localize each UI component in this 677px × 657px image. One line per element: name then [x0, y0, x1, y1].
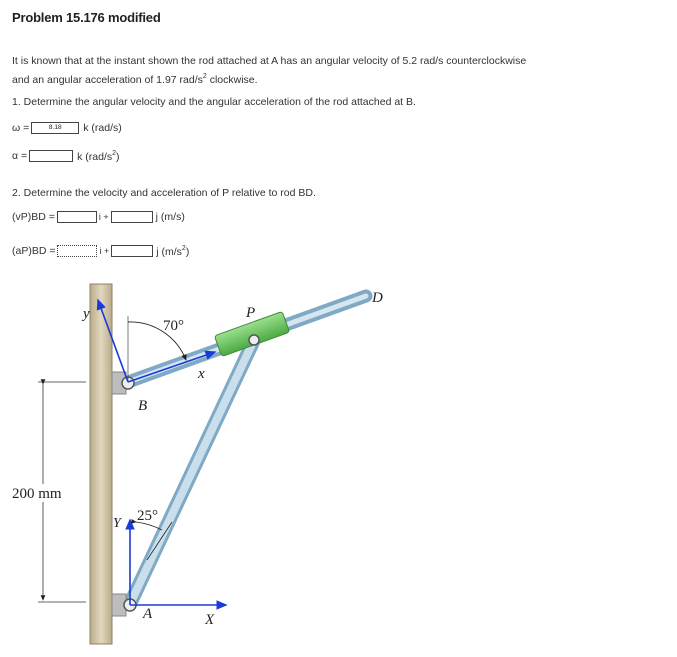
label-p: P [246, 305, 256, 321]
acceleration-unit: j $(m/s^2)$ [156, 244, 190, 258]
acceleration-i-input[interactable] [57, 245, 97, 257]
acceleration-row [12, 244, 189, 258]
question-2: 2. Determine the velocity and acceleration of P relative to rod BD. [12, 187, 316, 199]
label-a: A [143, 606, 153, 622]
label-d: D [372, 290, 383, 306]
alpha-row [12, 149, 120, 163]
problem-statement [12, 53, 526, 88]
pin-p [249, 335, 259, 345]
label-b: B [138, 398, 148, 414]
acceleration-i-unit: i + [99, 246, 110, 256]
statement-line-1: It is known that at the instant shown the rod attached at A has an angular velocity of 5.2 rad/s counterclockwise [12, 55, 527, 67]
omega-input[interactable]: 8.18 [31, 122, 79, 134]
angle-25-label: 25° [137, 508, 158, 524]
omega-unit: k (rad/s) [83, 122, 122, 134]
velocity-row [12, 210, 185, 224]
alpha-unit: k $(rad/s^2)$ [77, 149, 120, 163]
label-big-x: X [205, 612, 215, 628]
acceleration-label: (aP)BD = [12, 245, 56, 257]
label-y: y [83, 306, 90, 322]
velocity-i-unit: i + [98, 212, 109, 222]
statement-line-2: and an angular acceleration of 1.97 rad/$s^2$ clockwise. [12, 73, 258, 86]
velocity-i-input[interactable] [57, 211, 97, 223]
label-big-y: Y [113, 516, 121, 531]
mechanism-figure [0, 280, 677, 657]
page-title: Problem 15.176 modified [12, 10, 161, 25]
wall [90, 284, 112, 644]
angle-70-label: 70° [163, 318, 184, 334]
question-1: 1. Determine the angular velocity and the angular acceleration of the rod attached at B. [12, 96, 416, 108]
alpha-label: α = [12, 150, 28, 162]
acceleration-j-input[interactable] [111, 245, 153, 257]
velocity-unit: j (m/s) [155, 211, 185, 223]
omega-row [12, 121, 122, 135]
velocity-label: (vP)BD = [12, 211, 55, 223]
alpha-input[interactable] [29, 150, 73, 162]
omega-label: ω = [12, 122, 30, 134]
dimension-label: 200 mm [12, 486, 62, 502]
label-x: x [198, 366, 205, 382]
velocity-j-input[interactable] [111, 211, 153, 223]
